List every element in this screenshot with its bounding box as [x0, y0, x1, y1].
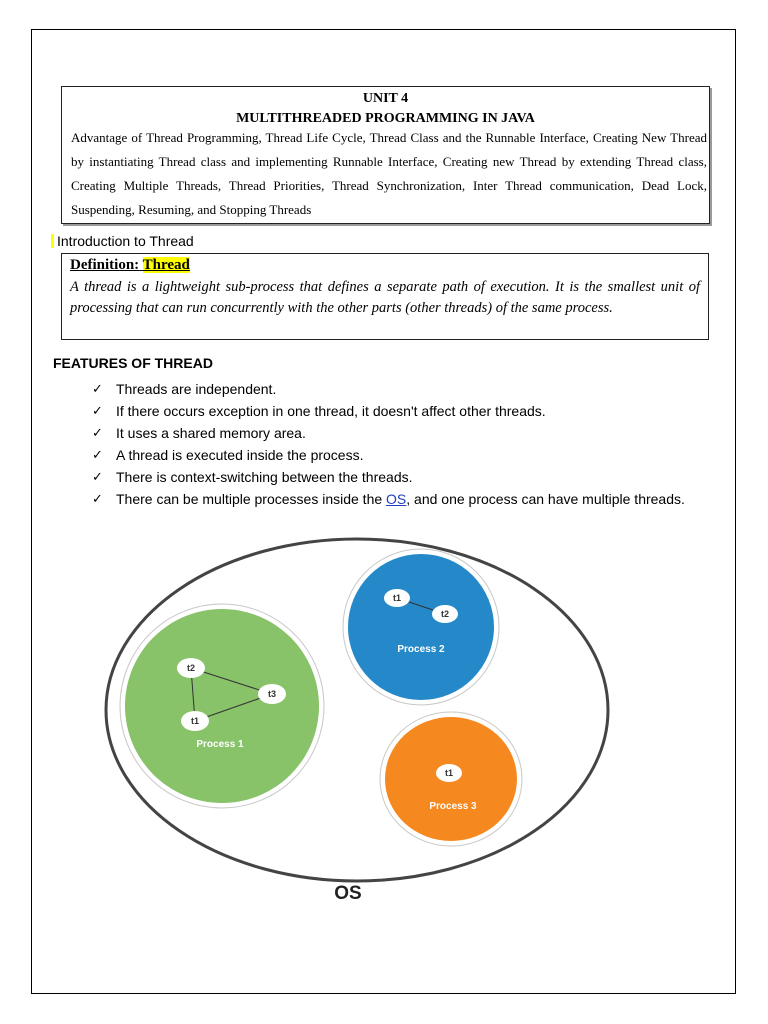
- feature-text: If there occurs exception in one thread, it doesn't affect other threads.: [116, 403, 546, 419]
- check-icon: ✓: [92, 491, 103, 506]
- feature-text-after: , and one process can have multiple threads.: [406, 491, 685, 507]
- intro-heading: Introduction to Thread: [57, 233, 194, 249]
- definition-text: A thread is a lightweight sub-process that defines a separate path of execution. It is the smallest unit of processing that can run concurrently with the other parts (other threads) of the same process.: [70, 279, 700, 316]
- thread-label: t3: [267, 689, 277, 699]
- feature-text: There is context-switching between the threads.: [116, 469, 413, 485]
- thread-label: t1: [190, 716, 200, 726]
- unit-subtitle: MULTITHREADED PROGRAMMING IN JAVA: [236, 111, 535, 126]
- definition-label: Definition:: [70, 257, 140, 273]
- os-label: OS: [334, 883, 362, 904]
- check-icon: ✓: [92, 469, 103, 484]
- check-icon: ✓: [92, 447, 103, 462]
- os-link[interactable]: OS: [386, 491, 407, 507]
- process1-circle: [125, 609, 319, 803]
- check-icon: ✓: [92, 403, 103, 418]
- feature-text-before: There can be multiple processes inside the: [116, 491, 387, 507]
- process2-label: Process 2: [397, 644, 445, 655]
- thread-label: t1: [392, 593, 402, 603]
- check-icon: ✓: [92, 381, 103, 396]
- definition-term: Thread: [142, 257, 190, 273]
- features-heading: FEATURES OF THREAD: [53, 355, 213, 371]
- unit-title: UNIT 4: [362, 91, 409, 106]
- process2-circle: [348, 554, 494, 700]
- thread-label: t1: [444, 768, 454, 778]
- feature-text: It uses a shared memory area.: [116, 425, 306, 441]
- thread-label: t2: [440, 609, 450, 619]
- process3-label: Process 3: [429, 801, 477, 812]
- thread-label: t2: [186, 663, 196, 673]
- check-icon: ✓: [92, 425, 103, 440]
- unit-description: Advantage of Thread Programming, Thread Life Cycle, Thread Class and the Runnable Interface, Creating New Thread by instantiating Thread class and implementing Runnable Interface, Creating new Thread by extending Thread class, Creating Multiple Threads, Thread Priorities, Thread Synchronization, Inter Thread communication, Dead Lock, Suspending, Resuming, and Stopping Threads: [71, 130, 707, 217]
- process1-label: Process 1: [196, 739, 244, 750]
- feature-text: Threads are independent.: [116, 381, 277, 397]
- feature-text: A thread is executed inside the process.: [116, 447, 364, 463]
